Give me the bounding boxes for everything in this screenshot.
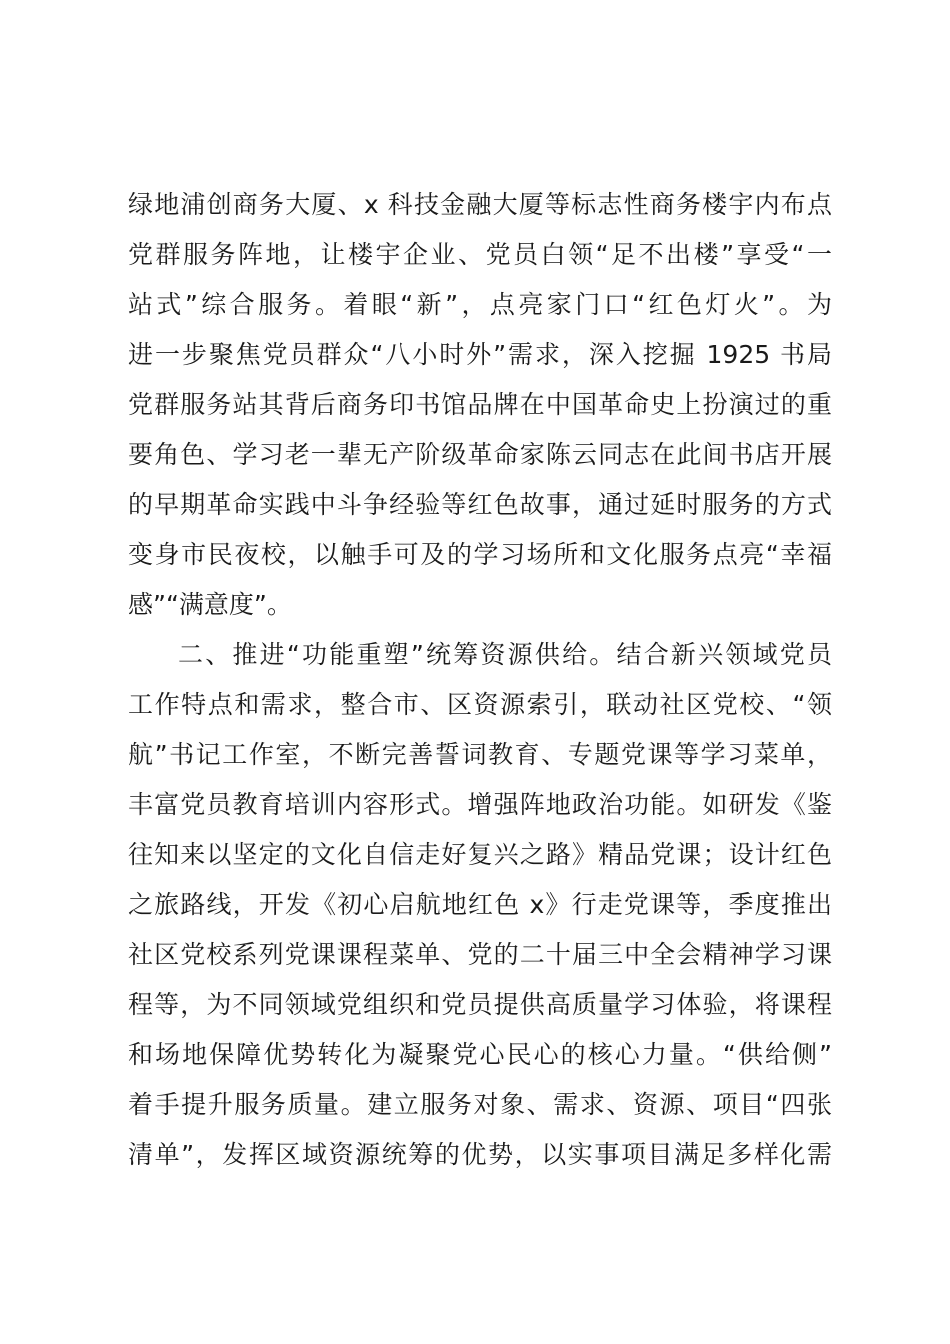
text-line: 变身市民夜校，以触手可及的学习场所和文化服务点亮“幸福 xyxy=(128,540,832,569)
text-line: 绿地浦创商务大厦、x 科技金融大厦等标志性商务楼宇内布点 xyxy=(128,190,832,219)
text-line: 党群服务阵地，让楼宇企业、党员白领“足不出楼”享受“一 xyxy=(128,240,832,269)
text-line: 航”书记工作室，不断完善誓词教育、专题党课等学习菜单， xyxy=(128,740,832,769)
text-line: 往知来以坚定的文化自信走好复兴之路》精品党课；设计红色 xyxy=(128,840,832,869)
text-line: 感”“满意度”。 xyxy=(128,590,292,619)
text-line: 之旅路线，开发《初心启航地红色 x》行走党课等，季度推出 xyxy=(128,890,832,919)
body-text xyxy=(128,180,832,1180)
text-line: 丰富党员教育培训内容形式。增强阵地政治功能。如研发《鉴 xyxy=(128,790,832,819)
text-line: 的早期革命实践中斗争经验等红色故事，通过延时服务的方式 xyxy=(128,490,832,519)
text-line: 进一步聚焦党员群众“八小时外”需求，深入挖掘 1925 书局 xyxy=(128,340,832,369)
text-line: 站式”综合服务。着眼“新”，点亮家门口“红色灯火”。为 xyxy=(128,290,832,319)
text-line: 党群服务站其背后商务印书馆品牌在中国革命史上扮演过的重 xyxy=(128,390,832,419)
text-line: 清单”，发挥区域资源统筹的优势，以实事项目满足多样化需 xyxy=(128,1140,832,1169)
text-line: 和场地保障优势转化为凝聚党心民心的核心力量。“供给侧” xyxy=(128,1040,832,1069)
text-line: 工作特点和需求，整合市、区资源索引，联动社区党校、“领 xyxy=(128,690,832,719)
paragraph-heading-line: 二、推进“功能重塑”统筹资源供给。结合新兴领域党员 xyxy=(178,640,832,669)
text-line: 程等，为不同领域党组织和党员提供高质量学习体验，将课程 xyxy=(128,990,832,1019)
text-line: 社区党校系列党课课程菜单、党的二十届三中全会精神学习课 xyxy=(128,940,832,969)
text-line: 着手提升服务质量。建立服务对象、需求、资源、项目“四张 xyxy=(128,1090,832,1119)
text-line: 要角色、学习老一辈无产阶级革命家陈云同志在此间书店开展 xyxy=(128,440,832,469)
